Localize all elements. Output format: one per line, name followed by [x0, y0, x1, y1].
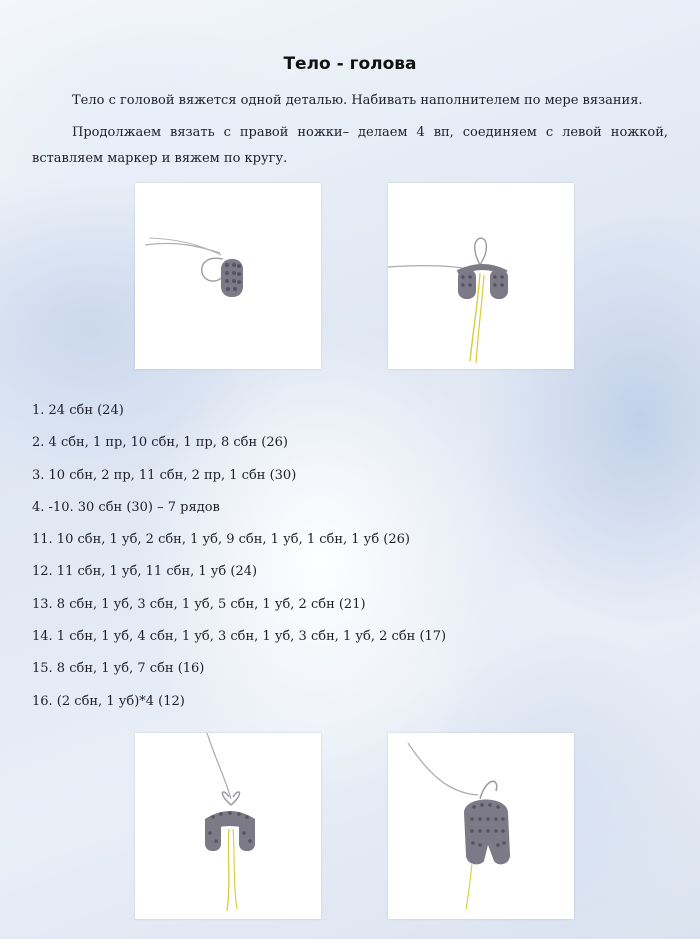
instruction-paragraph: Продолжаем вязать с правой ножки– делаем 4 вп, соединяем с левой ножкой, вставляем маркер и вяжем по кругу.	[32, 125, 668, 166]
row-instruction: 4. -10. 30 сбн (30) – 7 рядов	[32, 499, 220, 515]
crochet-body-start-illustration	[135, 733, 321, 919]
row-instruction: 1. 24 сбн (24)	[32, 403, 124, 418]
page-title: Тело - голова	[283, 54, 417, 74]
crochet-body-finished-illustration	[388, 733, 574, 919]
photo-body-finished	[388, 733, 574, 919]
photo-right-leg	[135, 183, 321, 369]
row-instruction: 3. 10 сбн, 2 пр, 11 сбн, 2 пр, 1 сбн (30)	[32, 467, 297, 483]
row-instruction: 13. 8 сбн, 1 уб, 3 сбн, 1 уб, 5 сбн, 1 уб, 2 сбн (21)	[32, 596, 366, 612]
row-instruction: 11. 10 сбн, 1 уб, 2 сбн, 1 уб, 9 сбн, 1 уб, 1 сбн, 1 уб (26)	[32, 532, 410, 548]
crochet-leg-illustration	[135, 183, 321, 369]
photo-legs-joined	[388, 183, 574, 369]
row-instruction: 15. 8 сбн, 1 уб, 7 сбн (16)	[32, 661, 205, 677]
row-instruction: 14. 1 сбн, 1 уб, 4 сбн, 1 уб, 3 сбн, 1 уб, 3 сбн, 1 уб, 2 сбн (17)	[32, 629, 447, 645]
row-instruction: 16. (2 сбн, 1 уб)*4 (12)	[32, 693, 185, 709]
row-instructions	[32, 398, 446, 721]
row-instruction: 2. 4 сбн, 1 пр, 10 сбн, 1 пр, 8 сбн (26)	[32, 435, 288, 451]
crochet-legs-illustration	[388, 183, 574, 369]
row-instruction: 12. 11 сбн, 1 уб, 11 сбн, 1 уб (24)	[32, 564, 258, 580]
photo-body-start	[135, 733, 321, 919]
intro-paragraph: Тело с головой вяжется одной деталью. Набивать наполнителем по мере вязания.	[72, 93, 643, 108]
